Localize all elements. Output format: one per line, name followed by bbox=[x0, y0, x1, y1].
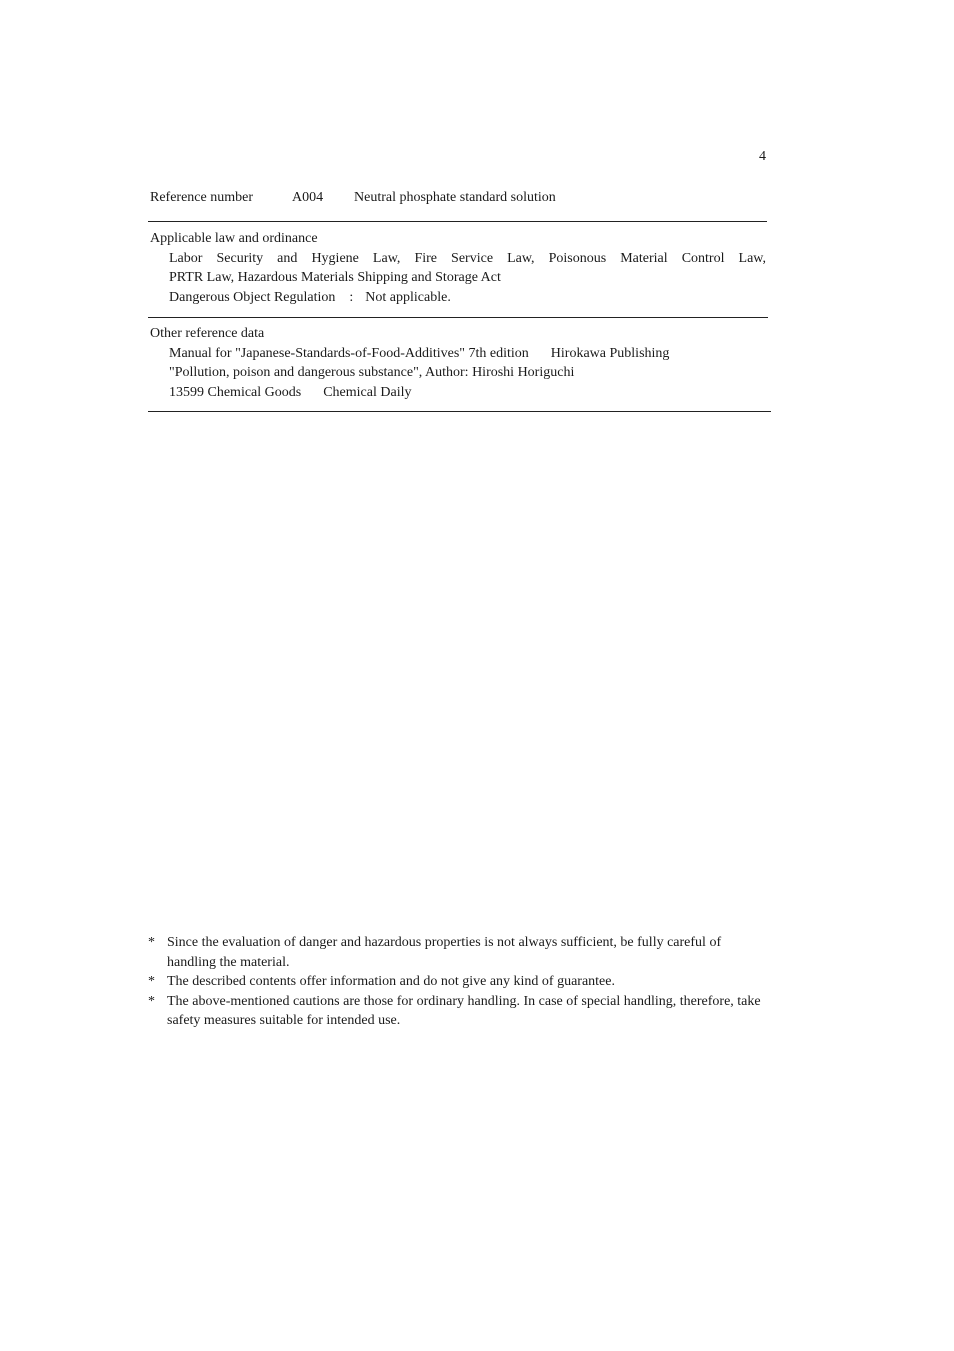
other-reference-section bbox=[150, 324, 766, 402]
reference-item-title: Manual for "Japanese-Standards-of-Food-Additives" 7th edition bbox=[169, 345, 529, 361]
reference-item bbox=[150, 344, 766, 364]
reference-label: Reference number bbox=[150, 190, 253, 205]
other-reference-heading: Other reference data bbox=[150, 326, 265, 341]
reference-item-publisher: Hirokawa Publishing bbox=[550, 345, 670, 361]
applicable-law-heading: Applicable law and ordinance bbox=[150, 231, 318, 246]
bullet-star: * bbox=[148, 993, 155, 1009]
reference-header bbox=[150, 190, 556, 206]
dangerous-object-regulation bbox=[150, 288, 766, 308]
applicable-law-line: PRTR Law, Hazardous Materials Shipping and Storage Act bbox=[169, 270, 501, 285]
divider-rule bbox=[148, 411, 771, 412]
applicable-law-section bbox=[150, 229, 766, 307]
caution-note bbox=[148, 972, 768, 992]
regulation-value: Not applicable. bbox=[365, 289, 451, 305]
bullet-star: * bbox=[148, 935, 155, 950]
divider-rule bbox=[148, 221, 767, 222]
caution-note-text: The above-mentioned cautions are those for ordinary handling. In case of special handling, therefore, take safety measures suitable for intended use. bbox=[167, 993, 761, 1028]
reference-item: "Pollution, poison and dangerous substance", Author: Hiroshi Horiguchi bbox=[169, 365, 575, 380]
divider-rule bbox=[148, 317, 768, 318]
reference-item-title: 13599 Chemical Goods bbox=[169, 384, 302, 400]
regulation-label: Dangerous Object Regulation bbox=[169, 289, 336, 305]
reference-substance-name: Neutral phosphate standard solution bbox=[354, 190, 556, 205]
bullet-star: * bbox=[148, 974, 155, 989]
caution-notes bbox=[148, 933, 768, 1031]
caution-note-text: Since the evaluation of danger and hazardous properties is not always sufficient, be fully careful of handling the material. bbox=[167, 935, 722, 970]
caution-note bbox=[148, 992, 768, 1031]
applicable-law-line: Labor Security and Hygiene Law, Fire Service Law, Poisonous Material Control Law, bbox=[169, 250, 766, 266]
caution-note-text: The described contents offer information and do not give any kind of guarantee. bbox=[167, 974, 615, 989]
caution-note bbox=[148, 933, 768, 972]
reference-item bbox=[150, 383, 766, 403]
page-number: 4 bbox=[759, 149, 766, 164]
reference-code: A004 bbox=[292, 190, 324, 205]
reference-item-publisher: Chemical Daily bbox=[323, 384, 412, 400]
regulation-colon: : bbox=[349, 289, 354, 305]
